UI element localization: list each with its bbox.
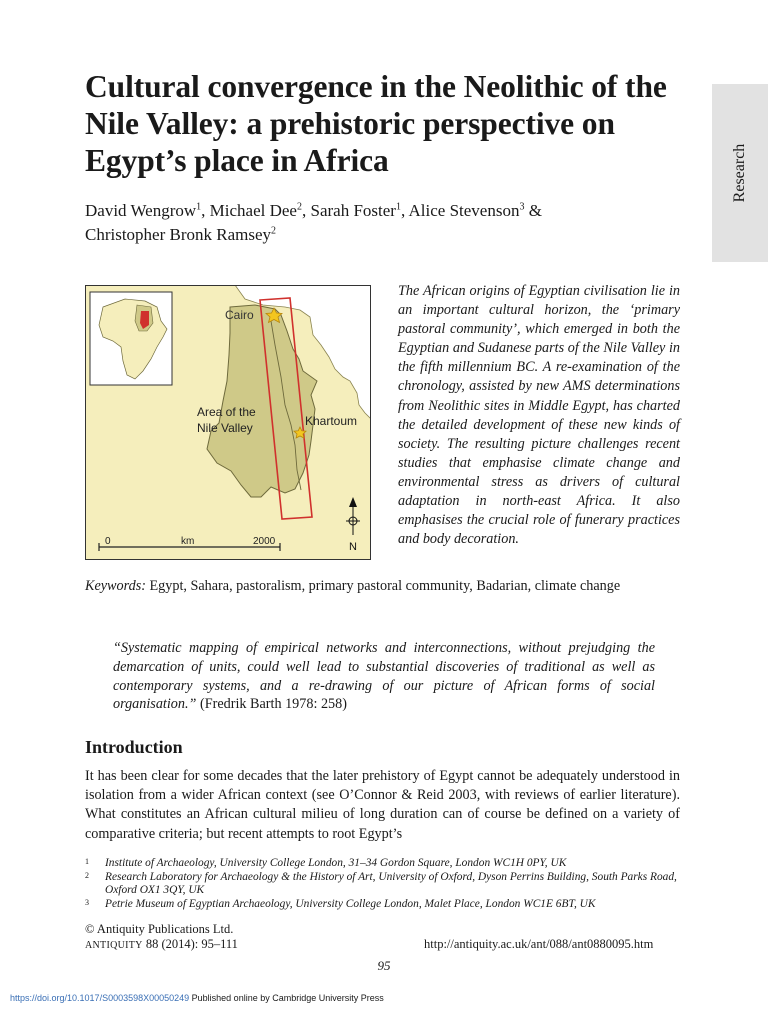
author-affiliation: 2 [271,225,277,237]
author-separator: , [400,201,409,220]
doi-link[interactable]: https://doi.org/10.1017/S0003598X00050249 [10,993,190,1003]
nile-valley-map [85,285,371,560]
author-list [85,199,685,247]
epigraph-citation: (Fredrik Barth 1978: 258) [199,696,347,713]
doi-line [10,993,384,1003]
map-figure [85,285,371,560]
author-name: Christopher Bronk Ramsey [85,225,272,244]
footnote-number: 2 [85,871,89,880]
scale-label-zero: 0 [105,536,111,547]
keywords-text: Egypt, Sahara, pastoralism, primary pastoral community, Badarian, climate change [149,578,621,594]
footnote-text: Institute of Archaeology, University College London, 31–34 Gordon Square, London WC1H 0PY, UK [105,857,567,869]
author-affiliation: 1 [395,201,401,213]
author-separator: & [524,201,542,220]
scale-label-max: 2000 [253,536,276,547]
scale-label-unit: km [181,536,195,547]
footnote-number: 1 [85,857,89,866]
epigraph-quote: “Systematic mapping of empirical networks and interconnections, without prejudging the demarcation of units, could well lead to substantial discoveries of traditional as well as contemporary systems, and a re-drawing of our picture of African forms of social organisation.” [113,640,655,713]
author-affiliation: 1 [196,201,202,213]
publisher-note: Published online by Cambridge University Press [189,993,384,1003]
footnote [85,857,680,870]
map-label-khartoum: Khartoum [305,414,358,428]
footnotes [85,857,680,912]
map-inset-africa [90,292,172,385]
map-label-area: Area of the [197,405,256,419]
article-url-link[interactable]: http://antiquity.ac.uk/ant/088/ant0880095.htm [424,937,654,951]
footnote [85,898,680,911]
author-name: David Wengrow [85,201,197,220]
footnote-text: Petrie Museum of Egyptian Archaeology, University College London, Malet Place, London WC1E 6BT, UK [105,898,596,910]
author-name: Michael Dee [209,201,297,220]
section-tab-label: Research [731,143,748,203]
page-number: 95 [377,958,391,973]
footnote-number: 3 [85,898,89,907]
author-separator: , [301,201,311,220]
footnote [85,871,680,897]
section-tab [712,84,768,262]
journal-volume: 88 (2014): 95–111 [142,937,238,951]
author-name: Alice Stevenson [408,201,520,220]
body-paragraph: It has been clear for some decades that the later prehistory of Egypt cannot be adequately understood in isolation from a wider African context (see O’Connor & Reid 2003, with reviews of earlier literature). What constitutes an African cultural milieu of long duration can of course be defined on a variety of comparative criteria; but recent attempts to root Egypt’s [85,768,680,842]
author-affiliation: 2 [296,201,302,213]
journal-name: ANTIQUITY [85,940,143,951]
map-label-cairo: Cairo [225,308,254,322]
article-title: Cultural convergence in the Neolithic of the Nile Valley: a prehistoric perspective on Egypt’s place in Africa [85,69,667,178]
section-heading: Introduction [85,737,183,757]
abstract: The African origins of Egyptian civilisation lie in an important cultural horizon, the ‘primary pastoral community’, which emerged in both the Egyptian and Sudanese parts of the Nile Valley in the fifth millennium BC. A re-examination of the chronology, assisted by new AMS determinations from Neolithic sites in Middle Egypt, has charted the detailed development of these new kinds of society. The resulting picture challenges recent studies that emphasise climate change and environmental stress as drivers of cultural adaptation in north-east Africa. It also emphasises the crucial role of funerary practices and body decoration. [398,283,680,548]
keywords-label: Keywords: [85,578,146,594]
author-separator: , [201,201,210,220]
author-affiliation: 3 [519,201,525,213]
keywords [85,577,685,596]
epigraph [113,639,655,714]
north-label: N [349,541,357,553]
author-name: Sarah Foster [310,201,396,220]
copyright-notice: © Antiquity Publications Ltd. [85,922,234,936]
map-label-area-line2: Nile Valley [197,421,253,435]
journal-reference [85,937,238,952]
footnote-text: Research Laboratory for Archaeology & the History of Art, University of Oxford, Dyson Perrins Building, South Parks Road, Oxford OX1 3QY, UK [105,871,677,896]
